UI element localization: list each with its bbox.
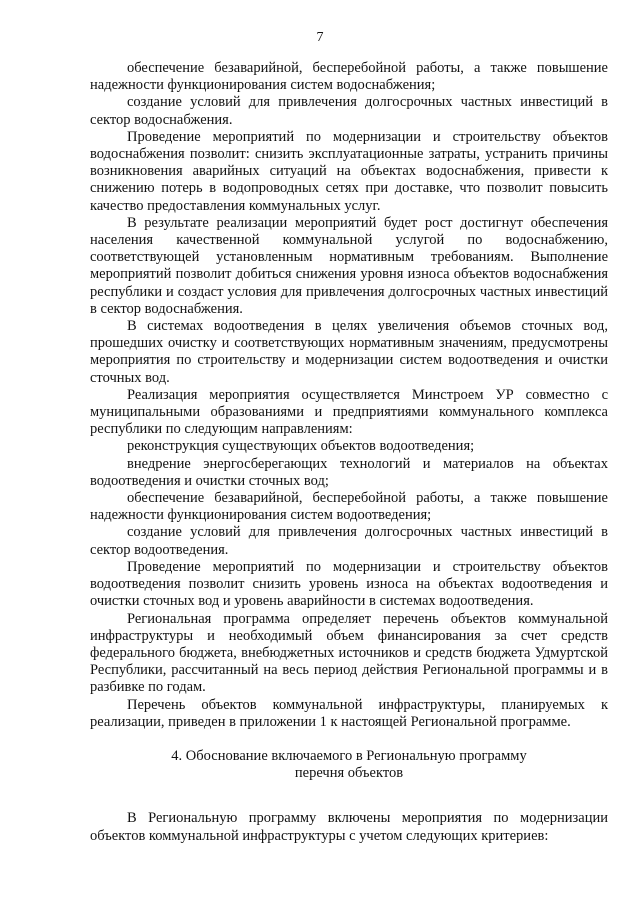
paragraph: Перечень объектов коммунальной инфраструктуры, планируемых к реализации, приведен в приложении 1 к настоящей Региональной программе. (90, 696, 608, 730)
section-heading-line: перечня объектов (294, 765, 404, 782)
paragraph: создание условий для привлечения долгосрочных частных инвестиций в сектор водоснабжения. (90, 94, 608, 128)
paragraph: создание условий для привлечения долгосрочных частных инвестиций в сектор водоотведения. (90, 524, 608, 558)
document-body (90, 60, 608, 845)
section-heading-line: 4. Обоснование включаемого в Региональную программу (171, 747, 527, 764)
paragraph: В результате реализации мероприятий будет рост достигнут обеспечения населения качественной коммунальной услугой по водоснабжению, соответствующей установленным нормативным требованиям. Выполнение мероприятий позволит добиться снижения уровня износа объектов водоснабжения республики и создаст условия для привлечения долгосрочных частных инвестиций в сектор водоснабжения. (90, 214, 608, 317)
section-heading (90, 748, 608, 782)
paragraph: В системах водоотведения в целях увеличения объемов сточных вод, прошедших очистку и соответствующих нормативным значениям, предусмотрены мероприятия по строительству и модернизации систем водоотведения и очистки сточных вод. (90, 318, 608, 386)
paragraph: Реализация мероприятия осуществляется Минстроем УР совместно с муниципальными образованиями и предприятиями коммунального комплекса республики по следующим направлениям: (90, 386, 608, 438)
paragraph: Региональная программа определяет перечень объектов коммунальной инфраструктуры и необходимый объем финансирования за счет средств федерального бюджета, внебюджетных источников и средств бюджета Удмуртской Республики, рассчитанный на весь период действия Региональной программы и в разбивке по годам. (90, 610, 608, 696)
paragraph: Проведение мероприятий по модернизации и строительству объектов водоотведения позволит снизить уровень износа на объектах водоотведения и очистки сточных вод и уровень аварийности в системах водоотведения. (90, 558, 608, 610)
page-number: 7 (316, 30, 324, 45)
paragraph: реконструкция существующих объектов водоотведения; (127, 438, 475, 455)
paragraph: В Региональную программу включены мероприятия по модернизации объектов коммунальной инфраструктуры с учетом следующих критериев: (90, 810, 608, 844)
paragraph: обеспечение безаварийной, бесперебойной работы, а также повышение надежности функционирования систем водоотведения; (90, 490, 608, 524)
paragraph: внедрение энергосберегающих технологий и материалов на объектах водоотведения и очистки сточных вод; (90, 455, 608, 489)
paragraph: обеспечение безаварийной, бесперебойной работы, а также повышение надежности функционирования систем водоснабжения; (90, 60, 608, 94)
paragraph: Проведение мероприятий по модернизации и строительству объектов водоснабжения позволит: снизить эксплуатационные затраты, устранить причины возникновения аварийных ситуаций на объектах водоснабжения, привести к снижению потерь в водопроводных сетях при доставке, что позволит повысить качество предоставления коммунальных услуг. (90, 128, 608, 214)
